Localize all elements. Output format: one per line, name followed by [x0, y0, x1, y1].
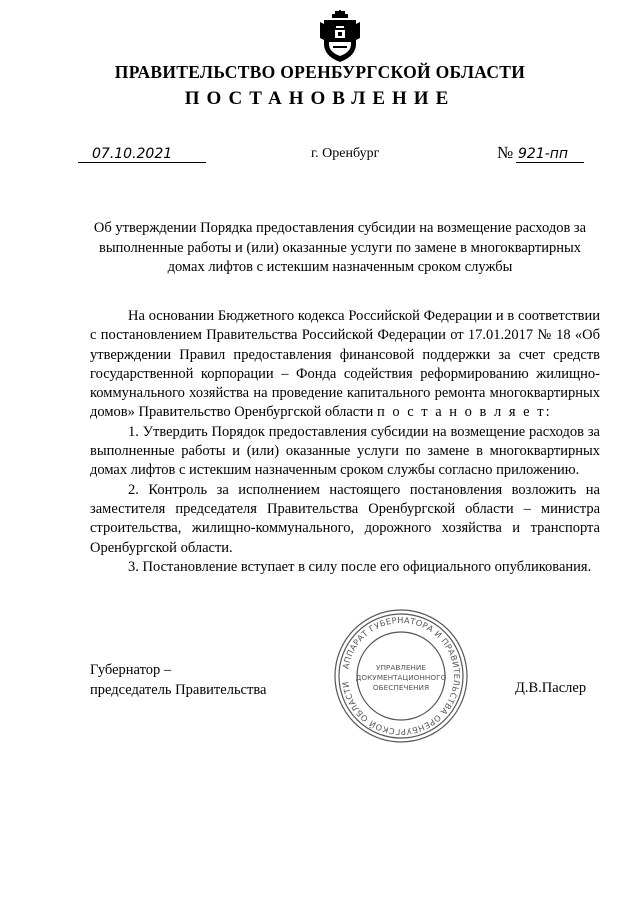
document-city: г. Оренбург: [311, 146, 380, 161]
item-3: 3. Постановление вступает в силу после его официального опубликования.: [128, 558, 592, 575]
government-name: ПРАВИТЕЛЬСТВО ОРЕНБУРГСКОЙ ОБЛАСТИ: [114, 62, 526, 82]
position-line-1: Губернатор –: [90, 662, 172, 678]
stamp-line-1: УПРАВЛЕНИЕ: [376, 663, 426, 672]
coat-of-arms-icon: [318, 10, 362, 64]
stamp-line-2: ДОКУМЕНТАЦИОННОГО: [355, 673, 447, 682]
stamp-ring-text: АППАРАТ ГУБЕРНАТОРА И ПРАВИТЕЛЬСТВА ОРЕНБУРГСКОЙ ОБЛАСТИ: [340, 614, 463, 738]
document-title: Об утверждении Порядка предоставления субсидии на возмещение расходов за выполненные работы и (или) оказанные услуги по замене в многоквартирных домах лифтов с истекшим назначенным сроком службы: [93, 220, 587, 275]
document-number: 921-пп: [516, 146, 584, 163]
item-1: 1. Утвердить Порядок предоставления субсидии на возмещение расходов за выполненные работы и (или) оказанные услуги по замене в многоквартирных домах лифтов с истекшим назначенным сроком службы согласно приложению.: [90, 423, 600, 479]
signatory-name: Д.В.Паслер: [515, 680, 587, 696]
intro-paragraph: [90, 307, 600, 423]
decrees-word: п о с т а н о в л я е т:: [376, 404, 552, 421]
number-sign: №: [497, 143, 514, 162]
document-date: 07.10.2021: [78, 146, 206, 163]
stamp-line-3: ОБЕСПЕЧЕНИЯ: [372, 683, 430, 692]
item-2: 2. Контроль за исполнением настоящего постановления возложить на заместителя председателя Правительства Оренбургской области – министра строительства, жилищно-коммунального, дорожного хозяйства и транспорта Оренбургской области.: [90, 481, 600, 556]
signatory-position: [90, 660, 266, 700]
intro-text: На основании Бюджетного кодекса Российской Федерации и в соответствии с постановлением Правительства Российской Федерации от 17.01.2017 № 18 «Об утверждении Правил предоставления финансовой поддержки за счет средств государственной корпорации – Фонда содействия реформированию жилищно-коммунального хозяйства на проведение капитального ремонта многоквартирных домов» Правительство Оренбургской области: [90, 308, 600, 421]
position-line-2: председатель Правительства: [90, 682, 267, 698]
official-stamp: [333, 608, 469, 744]
document-kind: ПОСТАНОВЛЕНИЕ: [184, 88, 456, 109]
document-body: [90, 307, 600, 577]
